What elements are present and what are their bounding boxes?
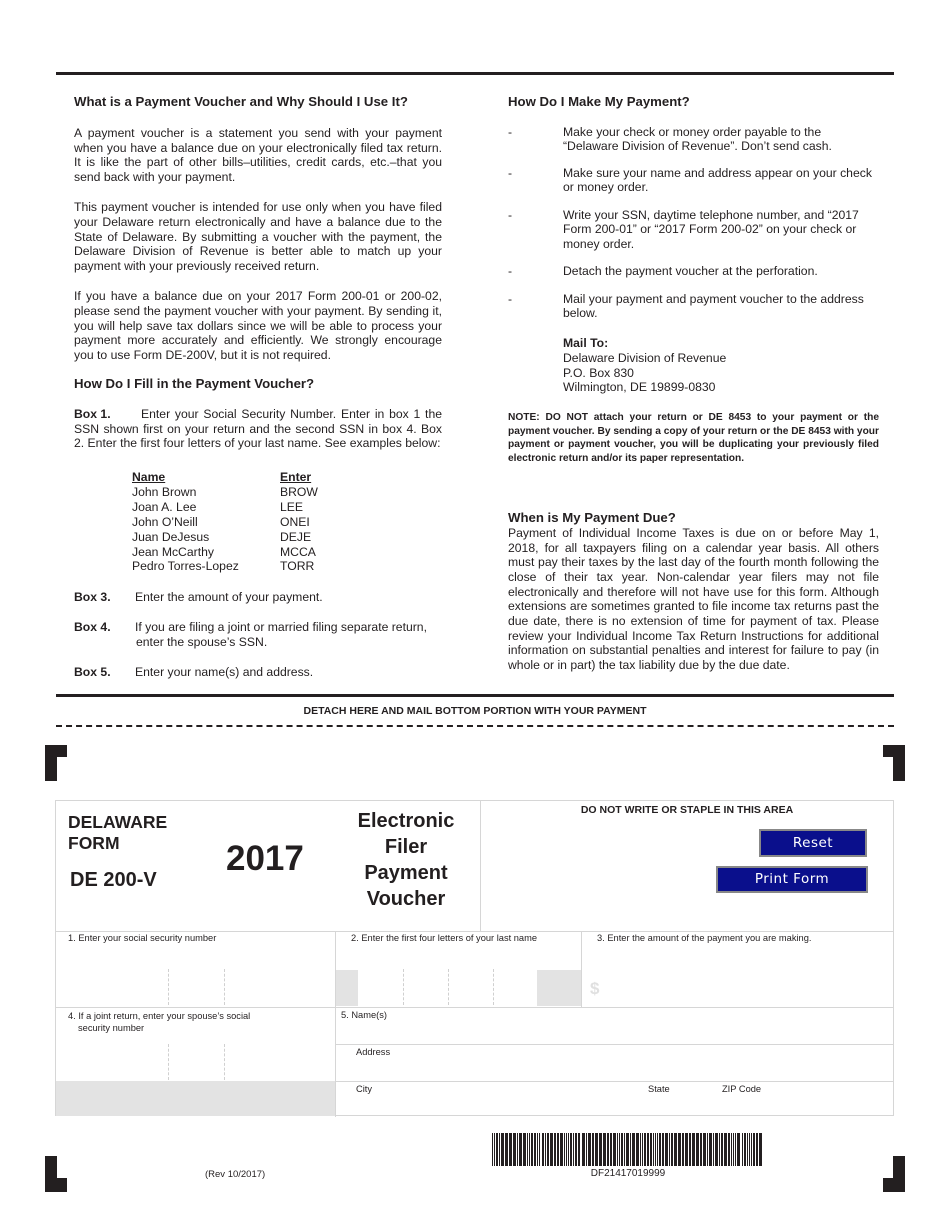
barcode-bar: [537, 1133, 538, 1166]
barcode-bar: [603, 1133, 606, 1166]
ssn-field-label: 1. Enter your social security number: [68, 933, 217, 943]
table-header-name: Name: [132, 470, 166, 484]
barcode-number: DF21417019999: [590, 1168, 666, 1179]
barcode-bar: [655, 1133, 656, 1166]
barcode-bar: [519, 1133, 522, 1166]
row-line: [336, 1044, 894, 1045]
barcode-bar: [496, 1133, 498, 1166]
barcode-bar: [647, 1133, 649, 1166]
reset-button[interactable]: Reset: [759, 829, 867, 857]
barcode-bar: [749, 1133, 750, 1166]
box5-instruction: [74, 665, 454, 680]
barcode-bar: [494, 1133, 495, 1166]
barcode-bar: [588, 1133, 591, 1166]
table-row: [132, 515, 318, 530]
barcode-bar: [492, 1133, 493, 1166]
table-row: [132, 545, 318, 560]
barcode-bar: [728, 1133, 730, 1166]
barcode-bar: [659, 1133, 661, 1166]
list-item-text: Make sure your name and address appear on your check or money order.: [563, 166, 872, 195]
address-input[interactable]: [356, 1059, 886, 1079]
barcode-bar: [707, 1133, 708, 1166]
barcode-bar: [685, 1133, 688, 1166]
list-item: [508, 264, 879, 278]
table-header-enter: Enter: [280, 470, 312, 484]
perforation-line: [56, 725, 894, 727]
barcode-bar: [564, 1133, 565, 1166]
table-row: [132, 485, 318, 500]
barcode-bar: [715, 1133, 718, 1166]
barcode-bar: [566, 1133, 567, 1166]
list-item: [508, 208, 879, 251]
box1-instruction: [74, 407, 442, 451]
registration-mark-bottom-left-cut: [57, 1156, 67, 1178]
spouse-ssn-input[interactable]: [56, 1036, 335, 1081]
barcode-bar: [607, 1133, 609, 1166]
names-input[interactable]: [356, 1023, 886, 1043]
barcode-bar: [542, 1133, 544, 1166]
column-line: [581, 931, 582, 1007]
barcode-bar: [653, 1133, 654, 1166]
table-cell-enter: ONEI: [280, 514, 310, 529]
names-field-label: 5. Name(s): [341, 1010, 387, 1020]
due-text: Payment of Individual Income Taxes is due on or before May 1, 2018, for all taxpayers filing on a calendar year basis. All others must pay their taxes by the last day of the fourth month following the close of their tax year. Non-calendar year filers may not file electronically and therefore will not have use for this form. Although extensions are sometimes granted to file income tax returns past the due date, there is no extension of time for payment of tax. Please review your Individual Income Tax Return Instructions for additional information on substantial penalties and interest for failure to pay (in whole or in part) the tax liability due by the due date.: [508, 525, 879, 673]
barcode-bar: [735, 1133, 736, 1166]
barcode-bar: [547, 1133, 549, 1166]
spouse-ssn-label-2: security number: [78, 1023, 145, 1033]
box5-text: Enter your name(s) and address.: [135, 665, 314, 679]
barcode-bar: [527, 1133, 528, 1166]
list-item-text: Mail your payment and payment voucher to the address below.: [563, 292, 864, 321]
barcode-bar: [721, 1133, 723, 1166]
barcode-bar: [700, 1133, 702, 1166]
barcode-bar: [534, 1133, 536, 1166]
row-line: [56, 931, 894, 932]
barcode-bar: [696, 1133, 699, 1166]
barcode-bar: [517, 1133, 518, 1166]
barcode-bar: [573, 1133, 574, 1166]
barcode-bar: [742, 1133, 743, 1166]
amount-input[interactable]: [606, 951, 891, 1005]
barcode-bar: [624, 1133, 625, 1166]
barcode-bar: [751, 1133, 752, 1166]
barcode-bar: [554, 1133, 556, 1166]
name-letter-separator: [448, 969, 449, 1005]
title-line: Payment: [364, 862, 448, 884]
list-dash: -: [508, 208, 513, 222]
barcode-bar: [724, 1133, 727, 1166]
list-item: [508, 292, 879, 321]
barcode-bar: [619, 1133, 620, 1166]
heading-how-fill: How Do I Fill in the Payment Voucher?: [74, 375, 315, 391]
header-divider: [480, 801, 481, 931]
form-id: DE 200-V: [70, 869, 157, 891]
list-dash: -: [508, 264, 513, 278]
barcode-bar: [759, 1133, 762, 1166]
heading-what-is-voucher: What is a Payment Voucher and Why Should I Use It?: [74, 94, 408, 109]
barcode-bar: [692, 1133, 695, 1166]
title-line: Filer: [384, 836, 428, 858]
ssn-separator: [168, 1044, 169, 1080]
barcode-bar: [671, 1133, 673, 1166]
city-field-label: City: [356, 1084, 373, 1094]
barcode-bar: [595, 1133, 598, 1166]
barcode-bar: [613, 1133, 616, 1166]
registration-mark-top-left-arm: [45, 745, 67, 757]
barcode-bar: [509, 1133, 512, 1166]
row-line: [56, 1007, 894, 1008]
list-dash: -: [508, 166, 513, 180]
barcode-bar: [657, 1133, 658, 1166]
barcode-bar: [550, 1133, 553, 1166]
barcode-bar: [568, 1133, 569, 1166]
due-section: [508, 511, 879, 673]
amount-field-label: 3. Enter the amount of the payment you are making.: [597, 933, 812, 943]
box4-instruction: [74, 620, 454, 650]
mail-to-block: [563, 336, 863, 395]
barcode-bar: [630, 1133, 631, 1166]
mail-line-2: P.O. Box 830: [563, 365, 634, 380]
state-input[interactable]: [648, 1096, 708, 1114]
barcode-bar: [731, 1133, 732, 1166]
shaded-area: [56, 1081, 335, 1116]
title-line: Voucher: [366, 888, 446, 910]
table-cell-name: Pedro Torres-Lopez: [132, 559, 239, 574]
barcode-bar: [621, 1133, 623, 1166]
list-dash: -: [508, 125, 513, 139]
box3-label: Box 3.: [74, 590, 111, 604]
list-dash: -: [508, 292, 513, 306]
barcode-bar: [636, 1133, 639, 1166]
barcode-bar: [586, 1133, 587, 1166]
top-rule: [56, 72, 894, 75]
examples-table: [132, 470, 318, 574]
barcode-bar: [665, 1133, 668, 1166]
form-title: [346, 808, 466, 912]
barcode-bar: [678, 1133, 681, 1166]
table-cell-enter: MCCA: [280, 544, 316, 559]
list-item: [508, 125, 879, 154]
table-cell-name: Juan DeJesus: [132, 529, 210, 544]
barcode-bar: [626, 1133, 629, 1166]
ssn-input[interactable]: [56, 949, 335, 1006]
box1-text: Enter your Social Security Number. Enter in box 1 the SSN shown first on your return and the second SSN in box 4. Box 2. Enter the first four letters of your last name. See examples below:: [74, 406, 442, 451]
title-line: Electronic: [357, 810, 455, 832]
left-column: [74, 95, 442, 451]
barcode-bar: [644, 1133, 646, 1166]
table-row: [132, 530, 318, 545]
list-item-text: Make your check or money order payable to the “Delaware Division of Revenue”. Don’t send cash.: [563, 125, 832, 154]
name-letter-separator: [403, 969, 404, 1005]
barcode-bar: [662, 1133, 664, 1166]
last-name-field-label: 2. Enter the first four letters of your last name: [351, 933, 538, 943]
state-line-1: DELAWARE: [68, 812, 168, 832]
table-row: [132, 559, 318, 574]
state-field-label: State: [648, 1084, 670, 1094]
table-cell-name: John O’Neill: [132, 514, 198, 529]
box4-text-2: enter the spouse’s SSN.: [136, 634, 268, 649]
barcode-bar: [733, 1133, 734, 1166]
table-cell-name: John Brown: [132, 484, 197, 499]
barcode-bar: [592, 1133, 594, 1166]
barcode-bar: [539, 1133, 540, 1166]
barcode-bar: [557, 1133, 559, 1166]
barcode-bar: [669, 1133, 670, 1166]
barcode-bar: [617, 1133, 618, 1166]
print-form-button[interactable]: Print Form: [716, 866, 868, 893]
registration-mark-top-right-cut: [883, 757, 893, 781]
heading-how-pay-wrap: [508, 95, 879, 110]
barcode-bar: [529, 1133, 530, 1166]
barcode-bar: [737, 1133, 740, 1166]
column-line: [335, 931, 336, 1117]
heading-how-pay: How Do I Make My Payment?: [508, 94, 690, 109]
ssn-separator: [224, 969, 225, 1005]
barcode-bar: [640, 1133, 641, 1166]
table-row: [132, 500, 318, 515]
table-cell-enter: LEE: [280, 499, 304, 514]
barcode-bar: [599, 1133, 602, 1166]
barcode-bar: [505, 1133, 508, 1166]
do-not-write-notice: DO NOT WRITE OR STAPLE IN THIS AREA: [580, 804, 794, 816]
barcode-bar: [578, 1133, 580, 1166]
box4-text-1: If you are filing a joint or married filing separate return,: [135, 620, 427, 634]
box4-label: Box 4.: [74, 620, 111, 634]
registration-mark-bottom-right-cut: [883, 1156, 893, 1178]
barcode-bar: [753, 1133, 755, 1166]
list-item-text: Write your SSN, daytime telephone number, and “2017 Form 200-01” or “2017 Form 200-02” on your check or money order.: [563, 208, 859, 251]
barcode-bar: [719, 1133, 720, 1166]
barcode-bar: [650, 1133, 652, 1166]
row-line: [336, 1081, 894, 1082]
barcode-bar: [703, 1133, 706, 1166]
barcode-bar: [709, 1133, 712, 1166]
barcode-bar: [523, 1133, 526, 1166]
barcode-bar: [756, 1133, 758, 1166]
revision-label: (Rev 10/2017): [205, 1169, 266, 1180]
heading-when-due: When is My Payment Due?: [508, 510, 676, 525]
box5-label: Box 5.: [74, 665, 111, 679]
address-field-label: Address: [356, 1047, 391, 1057]
barcode-bar: [501, 1133, 504, 1166]
state-line-2: FORM: [68, 833, 120, 853]
barcode-bar: [642, 1133, 643, 1166]
table-cell-name: Jean McCarthy: [132, 544, 214, 559]
box3-instruction: [74, 590, 454, 605]
barcode-bar: [545, 1133, 546, 1166]
barcode-icon: [492, 1133, 764, 1166]
mail-to-label: Mail To:: [563, 336, 609, 350]
note-text: NOTE: DO NOT attach your return or DE 8453 to your payment or the payment voucher. By sending a copy of your return or the DE 8453 with your payment or payment voucher, you will be duplicating your previously filed electronic return and/or its paper representation.: [508, 412, 879, 464]
barcode-bar: [570, 1133, 572, 1166]
spouse-ssn-label: [68, 1010, 250, 1034]
detach-instruction: DETACH HERE AND MAIL BOTTOM PORTION WITH YOUR PAYMENT: [303, 705, 647, 717]
city-input[interactable]: [356, 1096, 636, 1114]
barcode-bar: [560, 1133, 563, 1166]
name-letter-separator: [493, 969, 494, 1005]
barcode-bar: [674, 1133, 677, 1166]
paragraph-3: If you have a balance due on your 2017 Form 200-01 or 200-02, please send the payment voucher with your payment. By sending it, you will help save tax dollars since we will be able to process your payment more accurately and efficiently. We strongly encourage you to use Form DE-200V, but it is not required.: [74, 288, 442, 363]
barcode-bar: [513, 1133, 516, 1166]
zip-input[interactable]: [722, 1096, 882, 1114]
table-cell-name: Joan A. Lee: [132, 499, 197, 514]
mail-line-1: Delaware Division of Revenue: [563, 350, 727, 365]
barcode-bar: [499, 1133, 500, 1166]
form-year: 2017: [226, 839, 304, 878]
form-state-block: [68, 812, 167, 854]
ssn-separator: [224, 1044, 225, 1080]
barcode-bar: [610, 1133, 612, 1166]
barcode-bar: [689, 1133, 691, 1166]
name-box-shade: [537, 970, 581, 1006]
paragraph-1: A payment voucher is a statement you send with your payment when you have a balance due on your electronically filed tax return. It is like the part of other bills–utilities, credit cards, etc.–that you send back with your payment.: [74, 125, 442, 185]
barcode-bar: [632, 1133, 635, 1166]
barcode-bar: [682, 1133, 684, 1166]
barcode-bar: [713, 1133, 714, 1166]
zip-field-label: ZIP Code: [722, 1084, 762, 1094]
table-cell-enter: DEJE: [280, 529, 312, 544]
barcode-bar: [575, 1133, 577, 1166]
barcode-bar: [582, 1133, 585, 1166]
list-item: [508, 166, 879, 195]
barcode-bar: [747, 1133, 748, 1166]
mail-line-3: Wilmington, DE 19899-0830: [563, 380, 716, 395]
barcode-bar: [744, 1133, 746, 1166]
registration-mark-top-left-cut: [57, 757, 67, 781]
box1-label: Box 1.: [74, 406, 111, 421]
paragraph-2: This payment voucher is intended for use only when you have filed your Delaware return electronically and have a balance due to the State of Delaware. By submitting a voucher with the payment, the Delaware Division of Revenue is better able to match up your payment with your previously received return.: [74, 199, 442, 274]
middle-rule: [56, 694, 894, 697]
dollar-sign: $: [590, 979, 600, 998]
ssn-separator: [168, 969, 169, 1005]
barcode-bar: [531, 1133, 533, 1166]
table-cell-enter: TORR: [280, 559, 315, 574]
payment-voucher: [55, 800, 894, 1116]
list-item-text: Detach the payment voucher at the perforation.: [563, 264, 818, 278]
box3-text: Enter the amount of your payment.: [135, 590, 323, 604]
name-box-shade: [336, 970, 358, 1006]
spouse-ssn-label-1: 4. If a joint return, enter your spouse’s social: [68, 1011, 251, 1021]
table-cell-enter: BROW: [280, 484, 318, 499]
